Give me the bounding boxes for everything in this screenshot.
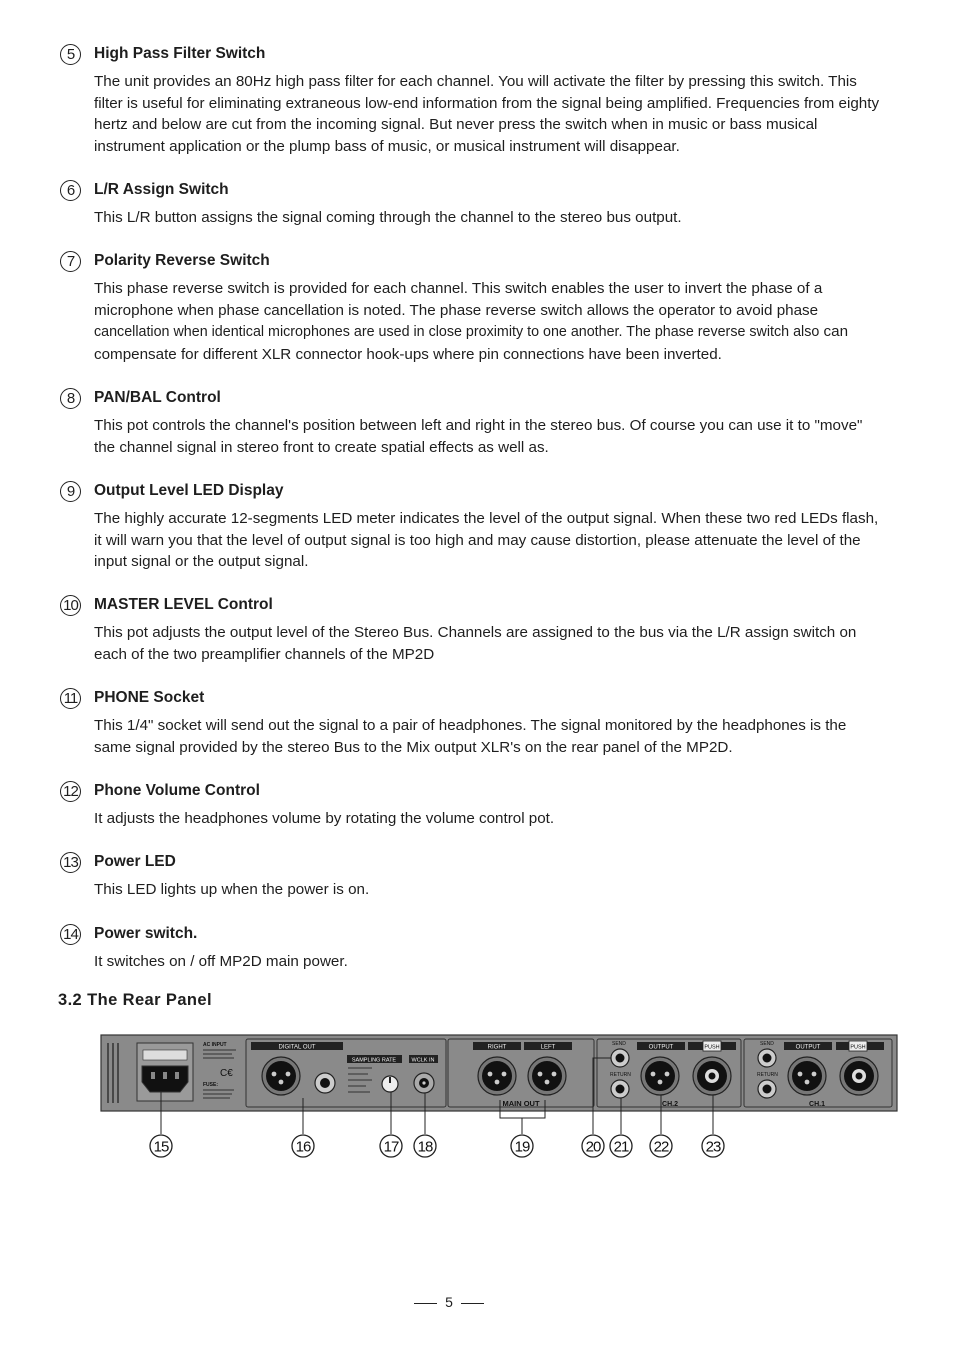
section-number-badge: 10 <box>60 595 81 616</box>
section-title: Power switch. <box>94 925 198 942</box>
ch1-label: CH.1 <box>809 1101 825 1108</box>
section-title: PHONE Socket <box>94 689 205 706</box>
callout-number: 23 <box>705 1138 721 1156</box>
section-title: Phone Volume Control <box>94 782 260 799</box>
section-body: This L/R button assigns the signal coming through the channel to the stereo bus output. <box>94 209 682 226</box>
section-number-badge: 12 <box>60 781 81 802</box>
wclk-bnc-connector <box>414 1073 434 1093</box>
section-title: Power LED <box>94 853 176 870</box>
section-number-badge: 13 <box>60 852 81 873</box>
rear-panel-heading: 3.2 The Rear Panel <box>58 991 212 1009</box>
callout-number: 18 <box>417 1138 433 1156</box>
callout-number: 16 <box>295 1138 311 1156</box>
ch2-output-label: OUTPUT <box>648 1044 674 1051</box>
right-label: RIGHT <box>487 1044 507 1051</box>
callout-number: 15 <box>153 1138 169 1156</box>
callout-number: 17 <box>383 1138 399 1156</box>
callout-20 <box>582 1135 604 1157</box>
section-number-badge: 5 <box>60 44 81 65</box>
main-out-left-xlr <box>528 1057 566 1095</box>
section-number-badge: 7 <box>60 251 81 272</box>
page-footer <box>414 1294 484 1314</box>
callout-number: 22 <box>653 1138 669 1156</box>
callout-19 <box>511 1135 533 1157</box>
callout-number: 21 <box>613 1138 629 1156</box>
section-title: PAN/BAL Control <box>94 389 221 406</box>
section-body-part: This phase reverse switch is provided for each channel. This switch enables the user to invert the phase of a microphone when phase cancellation is noted. The phase reverse switch allows the operator to avoid phase <box>94 280 823 319</box>
ch2-combo-input-jack <box>693 1057 731 1095</box>
ch1-output-label: OUTPUT <box>795 1044 821 1051</box>
callout-18 <box>414 1135 436 1157</box>
section-number-badge: 9 <box>60 481 81 502</box>
page-number: 5 <box>445 1294 453 1310</box>
callout-23 <box>702 1135 724 1157</box>
callout-15 <box>150 1135 172 1157</box>
section-body: The highly accurate 12-segments LED meter indicates the level of the output signal. When these two red LEDs flash, it will warn you that the level of output signal is too high and may cause distortion, please attenuate the level of the input signal or the output signal. <box>94 510 879 571</box>
footer-rule-right <box>461 1303 484 1304</box>
section-body: It switches on / off MP2D main power. <box>94 953 348 970</box>
section-title: L/R Assign Switch <box>94 181 229 198</box>
section-body: The unit provides an 80Hz high pass filter for each channel. You will activate the filter by pressing this switch. This filter is useful for eliminating extraneous low-end information from the signal being amplified. Frequencies from eighty hertz and below are cut from the incoming signal. But never press the switch when in music or bass musical instrument application or the plump bass of music, or musical instrument will disappear. <box>94 73 880 155</box>
callout-22 <box>650 1135 672 1157</box>
digital-out-xlr-connector <box>262 1057 300 1095</box>
ch2-return-jack <box>611 1080 629 1098</box>
sampling-rate-selector-knob <box>382 1076 398 1092</box>
ch2-push-label: PUSH <box>704 1044 720 1051</box>
left-label: LEFT <box>540 1044 556 1051</box>
section-body: It adjusts the headphones volume by rotating the volume control pot. <box>94 810 555 827</box>
ch2-return-label: RETURN <box>610 1072 631 1078</box>
digital-out-label: DIGITAL OUT <box>278 1044 316 1051</box>
callout-number: 20 <box>585 1138 601 1156</box>
ch2-send-label: SEND <box>612 1041 626 1047</box>
section-title: MASTER LEVEL Control <box>94 596 273 613</box>
ch1-return-label: RETURN <box>757 1072 778 1078</box>
main-out-label: MAIN OUT <box>502 1099 540 1108</box>
section-body-part: can compensate for different XLR connector hook-ups where pin connections have been inverted. <box>94 323 849 363</box>
fuse-label: FUSE: <box>203 1082 218 1088</box>
section-body <box>94 278 884 365</box>
ch2-output-xlr <box>641 1057 679 1095</box>
callout-16 <box>292 1135 314 1157</box>
section-body: This pot controls the channel's position between left and right in the stereo bus. Of course you can use it to "move" the channel signal in stereo front to create spatial effects as well as. <box>94 417 863 456</box>
spdif-rca-connector <box>315 1073 335 1093</box>
section-title: High Pass Filter Switch <box>94 45 266 62</box>
section-number-badge: 11 <box>60 688 81 709</box>
section-number-badge: 6 <box>60 180 81 201</box>
ac-inlet <box>137 1043 193 1101</box>
ch1-push-label: PUSH <box>850 1044 866 1051</box>
rear-panel-illustration <box>0 1028 954 1168</box>
main-out-right-xlr <box>478 1057 516 1095</box>
section-body: This LED lights up when the power is on. <box>94 881 370 898</box>
ch1-send-jack <box>758 1049 776 1067</box>
ch1-return-jack <box>758 1080 776 1098</box>
wclk-in-label: WCLK IN <box>411 1057 435 1064</box>
ch1-send-label: SEND <box>760 1041 774 1047</box>
callout-number: 19 <box>514 1138 530 1156</box>
section-number-badge: 8 <box>60 388 81 409</box>
ch1-output-xlr <box>788 1057 826 1095</box>
ch2-label: CH.2 <box>662 1101 678 1108</box>
callout-21 <box>610 1135 632 1157</box>
section-body: This pot adjusts the output level of the Stereo Bus. Channels are assigned to the bus via the L/R assign switch on each of the two preamplifier channels of the MP2D <box>94 624 857 663</box>
ac-input-label: AC INPUT <box>203 1042 227 1048</box>
section-title: Polarity Reverse Switch <box>94 252 270 269</box>
ch2-send-jack <box>611 1049 629 1067</box>
section-title: Output Level LED Display <box>94 482 284 499</box>
callout-17 <box>380 1135 402 1157</box>
sampling-rate-label: SAMPLING RATE <box>351 1057 397 1064</box>
section-body: This 1/4" socket will send out the signal to a pair of headphones. The signal monitored by the headphones is the same signal provided by the stereo Bus to the Mix output XLR's on the rear panel of the MP2D. <box>94 717 847 756</box>
ch1-combo-input-jack <box>840 1057 878 1095</box>
section-body-part: cancellation when identical microphones are used in close proximity to one another. The phase reverse switch also <box>94 324 820 341</box>
section-number-badge: 14 <box>60 924 81 945</box>
svg-text:C€: C€ <box>220 1068 233 1079</box>
